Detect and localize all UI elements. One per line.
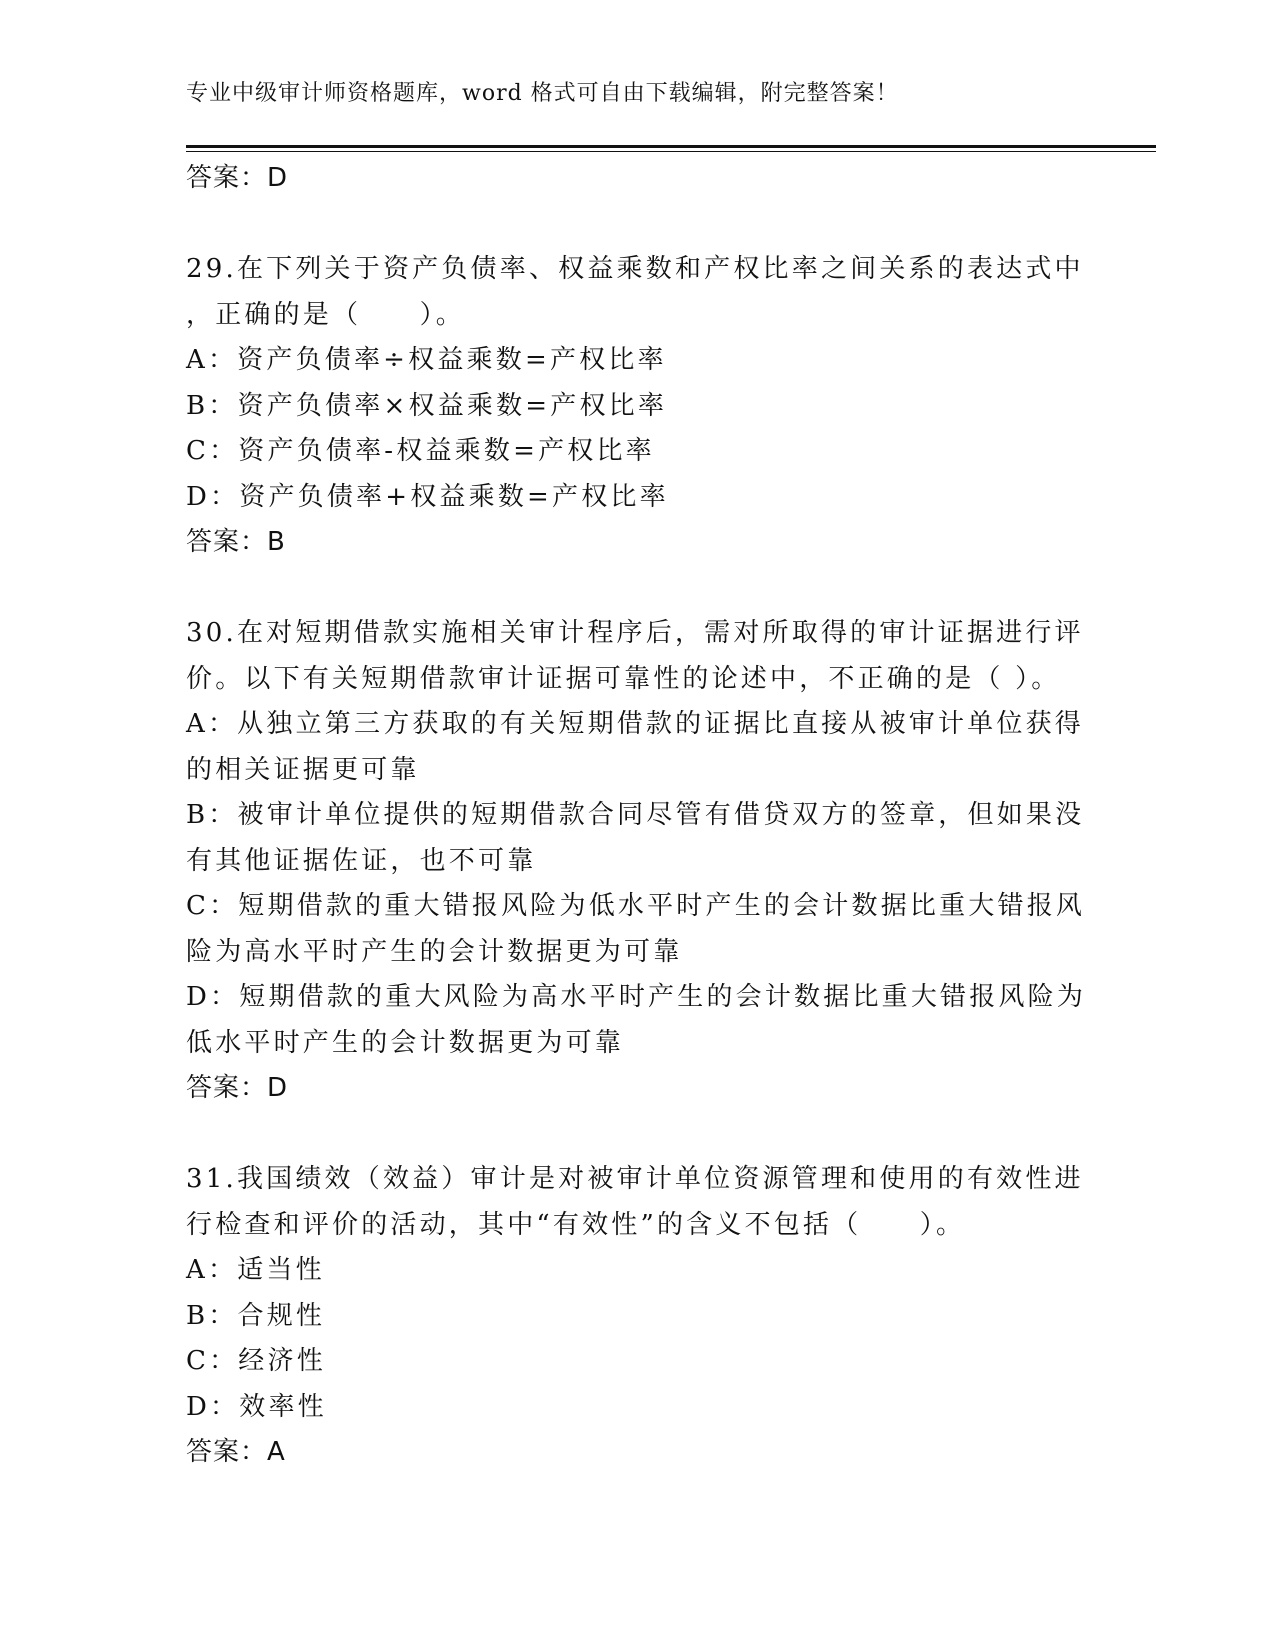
spacer [186, 566, 1086, 612]
spacer [186, 1112, 1086, 1158]
question-stem-line: 29.在下列关于资产负债率、权益乘数和产权比率之间关系的表达式中 [186, 254, 1084, 284]
option-d: D：效率性 [186, 1391, 327, 1422]
spacer [186, 202, 1086, 248]
option-d: D：短期借款的重大风险为高水平时产生的会计数据比重大错报风险为 [186, 982, 1087, 1012]
answer-q28: 答案：D [186, 163, 289, 193]
option-d: D：资产负债率+权益乘数=产权比率 [186, 481, 669, 512]
option-c: C：资产负债率-权益乘数=产权比率 [186, 436, 655, 466]
option-c: C：经济性 [186, 1346, 326, 1376]
answer-q29: 答案：B [186, 527, 286, 557]
option-b: B：资产负债率×权益乘数=产权比率 [186, 390, 668, 421]
option-a: A：从独立第三方获取的有关短期借款的证据比直接从被审计单位获得 [186, 709, 1084, 739]
option-a-continued: 的相关证据更可靠 [186, 754, 420, 785]
option-a: A：适当性 [186, 1255, 325, 1285]
question-stem-line: 30.在对短期借款实施相关审计程序后，需对所取得的审计证据进行评 [186, 618, 1084, 648]
question-stem-line: 价。以下有关短期借款审计证据可靠性的论述中，不正确的是（ ）。 [186, 663, 1061, 694]
option-c: C：短期借款的重大错报风险为低水平时产生的会计数据比重大错报风 [186, 891, 1086, 921]
option-a: A：资产负债率÷权益乘数=产权比率 [186, 345, 667, 375]
question-stem-line: 行检查和评价的活动，其中“有效性”的含义不包括（ ）。 [186, 1209, 966, 1240]
option-d-continued: 低水平时产生的会计数据更为可靠 [186, 1027, 625, 1058]
question-stem-line: ，正确的是（ ）。 [186, 299, 466, 330]
option-b: B：合规性 [186, 1300, 326, 1331]
option-b-continued: 有其他证据佐证，也不可靠 [186, 845, 537, 876]
option-b: B：被审计单位提供的短期借款合同尽管有借贷双方的签章，但如果没 [186, 800, 1085, 830]
page-header: 专业中级审计师资格题库，word 格式可自由下载编辑，附完整答案！ [186, 81, 899, 106]
question-31 [186, 1157, 1086, 1476]
question-stem-line: 31.我国绩效（效益）审计是对被审计单位资源管理和使用的有效性进 [186, 1164, 1084, 1194]
option-c-continued: 险为高水平时产生的会计数据更为可靠 [186, 936, 683, 967]
answer-q30: 答案：D [186, 1073, 289, 1103]
question-29 [186, 247, 1086, 566]
question-30 [186, 611, 1086, 1112]
question-content [186, 156, 1086, 1476]
header-rule-thick [186, 145, 1156, 148]
answer-q31: 答案：A [186, 1437, 286, 1467]
header-rule-thin [186, 151, 1156, 152]
